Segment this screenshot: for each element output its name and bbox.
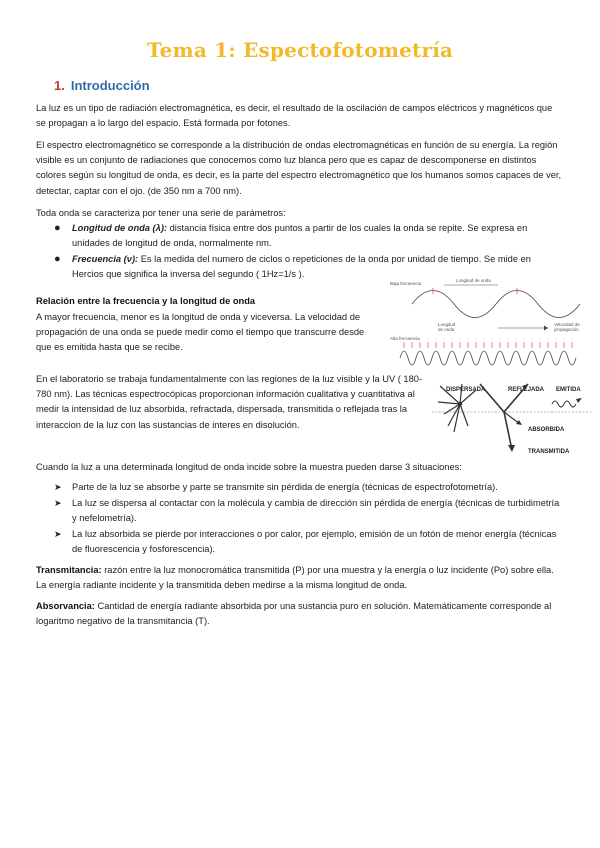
wavelength-label-2a: Longitud xyxy=(438,322,456,327)
situation-text: Parte de la luz se absorbe y parte se transmite sin pérdida de energía (técnicas de espectrofotometría). xyxy=(72,482,498,492)
low-frequency-arrows xyxy=(433,288,517,294)
desc-transmittance: razón entre la luz monocromática transmitida (P) por una muestra y la energía o luz incidente (Po) sobre ella. La energía radiante incidente y la transmitida deben medirse a la misma longitud de onda. xyxy=(36,565,554,591)
term-frequency: Frecuencia (ν): xyxy=(72,254,139,264)
propagation-arrowhead xyxy=(544,326,548,331)
wave-frequency-figure xyxy=(388,274,594,374)
term-transmittance: Transmitancia: xyxy=(36,565,102,575)
low-frequency-label: Baja frecuencia xyxy=(390,281,422,286)
label-transmitida: TRANSMITIDA xyxy=(528,449,570,455)
velocity-label-b: propagación xyxy=(554,327,579,332)
situation-text: La luz se dispersa al contactar con la molécula y cambia de dirección sin pérdida de energía (técnicas de turbidimetría y nefelometría). xyxy=(72,498,560,524)
situation-item-3 xyxy=(54,527,564,557)
light-interaction-figure xyxy=(432,374,592,462)
low-frequency-wave xyxy=(412,291,580,318)
wavelength-label-2b: de onda xyxy=(438,327,455,332)
paragraph-light: La luz es un tipo de radiación electromagnética, es decir, el resultado de la oscilación de campos eléctricos y magnéticos que se propagan a lo largo del espacio. Está formada por fotones. xyxy=(36,103,553,129)
high-frequency-arrows xyxy=(404,342,572,348)
definition-transmittance xyxy=(36,563,564,593)
section-label: Introducción xyxy=(70,78,150,93)
scatter-point xyxy=(458,402,462,406)
arrow-bullet-icon: ➤ xyxy=(54,529,62,539)
situation-text: La luz absorbida se pierde por interacciones o por calor, por ejemplo, emisión de un fotón de menor energía (técnicas de fluorescencia y fosforescencia). xyxy=(72,529,557,555)
paragraph-spectrum: El espectro electromagnético se corresponde a la distribución de ondas electromagnéticas en función de su energía. La región visible es un conjunto de radiaciones que conocemos como luz blanca pero que es capaz de descomponerse en distintos colores según su longitud de onda, es decir, es la parte del espectro electromagnético que los humanos somos capaces de ver, detectar, captar con el ojo. (de 350 nm a 700 nm). xyxy=(36,140,562,196)
velocity-label-a: Velocidad de xyxy=(554,322,580,327)
section-number: 1. xyxy=(54,78,65,93)
absorbed-arrowhead xyxy=(516,420,522,425)
desc-absorbance: Cantidad de energía radiante absorbida por una sustancia puro en solución. Matemáticamente corresponde al logaritmo negativo de la transmitancia (T). xyxy=(36,601,552,627)
high-frequency-label: Alta frecuencia xyxy=(390,336,420,341)
label-reflejada: REFLEJADA xyxy=(508,387,545,393)
wavelength-label: Longitud de onda xyxy=(456,278,491,283)
bullet-icon: ● xyxy=(54,253,61,265)
arrow-bullet-icon: ➤ xyxy=(54,498,62,508)
desc-frequency: Es la medida del numero de ciclos o repeticiones de la onda por unidad de tiempo. Se mide en Hercios que significa la inversa del segundo ( 1Hz=1/s ). xyxy=(72,254,531,280)
label-dispersada: DISPERSADA xyxy=(446,387,486,393)
relation-heading: Relación entre la frecuencia y la longitud de onda xyxy=(36,296,256,306)
bullet-icon: ● xyxy=(54,222,61,234)
arrow-bullet-icon: ➤ xyxy=(54,482,62,492)
term-absorbance: Absorvancia: xyxy=(36,601,95,611)
list-item-wavelength xyxy=(54,221,562,251)
transmitted-arrowhead xyxy=(508,445,515,452)
situation-item-2 xyxy=(54,496,564,526)
high-frequency-wave xyxy=(400,351,576,365)
term-wavelength: Longitud de onda (λ): xyxy=(72,223,168,233)
page-title: Tema 1: Espectofotometría xyxy=(146,38,454,62)
section-heading xyxy=(54,78,150,93)
paragraph-parameters: Toda onda se caracteriza por tener una serie de parámetros: xyxy=(36,208,286,218)
label-emitida: EMITIDA xyxy=(556,387,581,393)
situation-item-1 xyxy=(54,480,564,495)
emitted-arrowhead xyxy=(576,398,582,403)
definition-absorbance xyxy=(36,599,564,629)
desc-wavelength: distancia física entre dos puntos a partir de los cuales la onda se repite. Se expresa en unidades de longitud de onda, normalmente nm. xyxy=(72,223,528,249)
situations-intro: Cuando la luz a una determinada longitud de onda incide sobre la muestra pueden darse 3 situaciones: xyxy=(36,462,462,472)
emitted-wave xyxy=(552,401,576,407)
laboratory-paragraph: En el laboratorio se trabaja fundamentalmente con las regiones de la luz visible y la UV ( 180-780 nm). Las técnicas espectrocópicas proporcionan información cualitativa y cuantitativa al medir la intensidad de luz absorbida, refractada, dispersada, transmitida o reflejada tras la interaccion de la luz con las sustancias de interes en disolución. xyxy=(36,374,423,430)
relation-paragraph: A mayor frecuencia, menor es la longitud de onda y viceversa. La velocidad de propagación de una onda se puede medir como el tiempo que transcurre desde que es emitida hasta que se recibe. xyxy=(36,312,365,353)
label-absorbida: ABSORBIDA xyxy=(528,427,565,433)
